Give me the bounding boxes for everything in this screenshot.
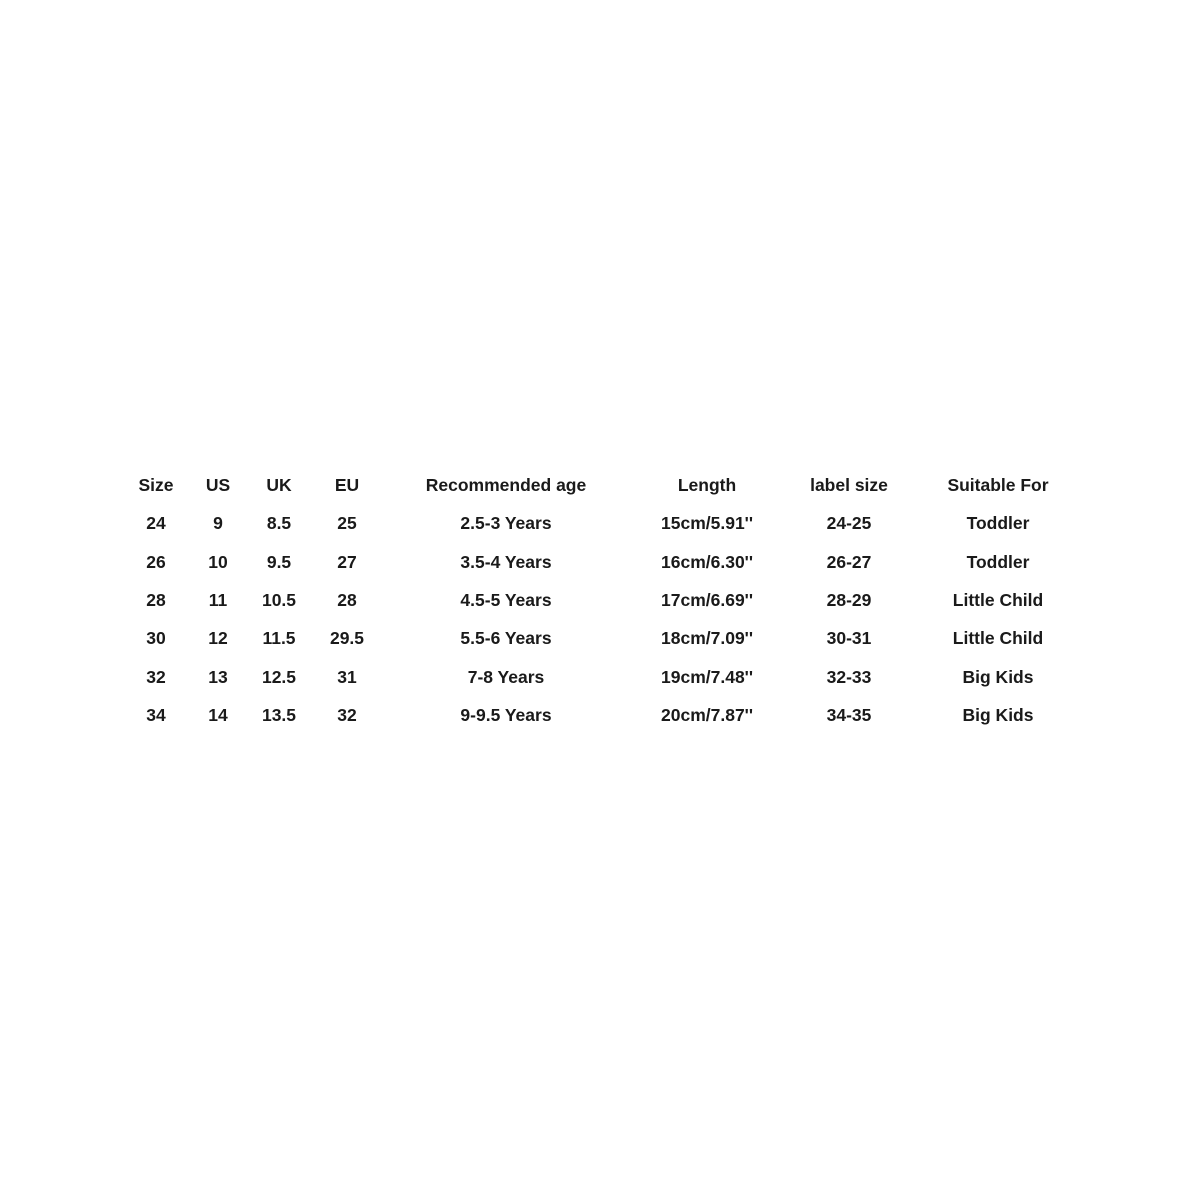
table-row: [0, 658, 1200, 696]
cell-label-size: 32-33: [826, 666, 872, 687]
cell-us: 9: [213, 513, 223, 534]
cell-eu: 29.5: [329, 628, 365, 649]
cell-length: 19cm/7.48'': [660, 666, 754, 687]
cell-us: 11: [208, 589, 228, 610]
cell-uk: 13.5: [261, 704, 297, 725]
header-cell-label-size: label size: [810, 475, 888, 495]
cell-label-size: 26-27: [826, 551, 872, 572]
cell-length: 20cm/7.87'': [660, 704, 754, 725]
cell-recommended-age: 7-8 Years: [467, 666, 545, 687]
cell-suitable-for: Toddler: [966, 551, 1030, 572]
cell-size: 24: [146, 513, 166, 534]
cell-label-size: 30-31: [826, 628, 872, 649]
cell-eu: 28: [337, 589, 357, 610]
cell-us: 12: [208, 628, 228, 649]
cell-label-size: 28-29: [826, 589, 872, 610]
cell-recommended-age: 9-9.5 Years: [460, 704, 552, 725]
cell-length: 18cm/7.09'': [660, 628, 754, 649]
header-cell-size: Size: [138, 475, 174, 495]
cell-uk: 12.5: [261, 666, 297, 687]
cell-suitable-for: Big Kids: [962, 704, 1034, 725]
cell-recommended-age: 4.5-5 Years: [460, 589, 552, 610]
table-header-row: [0, 466, 1200, 504]
cell-suitable-for: Toddler: [966, 513, 1030, 534]
cell-uk: 8.5: [266, 513, 292, 534]
cell-suitable-for: Little Child: [952, 628, 1044, 649]
cell-size: 26: [146, 551, 166, 572]
cell-size: 28: [146, 589, 166, 610]
cell-length: 16cm/6.30'': [660, 551, 754, 572]
cell-eu: 25: [337, 513, 357, 534]
cell-suitable-for: Big Kids: [962, 666, 1034, 687]
cell-size: 32: [146, 666, 166, 687]
cell-size: 30: [146, 628, 166, 649]
cell-eu: 27: [337, 551, 357, 572]
cell-eu: 31: [337, 666, 357, 687]
cell-label-size: 34-35: [826, 704, 872, 725]
cell-uk: 10.5: [261, 589, 297, 610]
cell-recommended-age: 2.5-3 Years: [460, 513, 552, 534]
cell-size: 34: [146, 704, 166, 725]
table-row: [0, 619, 1200, 657]
header-cell-length: Length: [677, 475, 737, 495]
table-row: [0, 504, 1200, 542]
cell-length: 15cm/5.91'': [660, 513, 754, 534]
header-cell-eu: EU: [334, 475, 360, 495]
cell-us: 10: [208, 551, 228, 572]
header-cell-us: US: [205, 475, 231, 495]
cell-us: 14: [208, 704, 228, 725]
table-row: [0, 696, 1200, 734]
table-row: [0, 543, 1200, 581]
cell-eu: 32: [337, 704, 357, 725]
cell-us: 13: [208, 666, 228, 687]
cell-recommended-age: 3.5-4 Years: [460, 551, 552, 572]
header-cell-uk: UK: [266, 475, 292, 495]
header-cell-suitable-for: Suitable For: [947, 475, 1049, 495]
cell-length: 17cm/6.69'': [660, 589, 754, 610]
cell-uk: 11.5: [262, 628, 296, 649]
cell-recommended-age: 5.5-6 Years: [460, 628, 552, 649]
cell-label-size: 24-25: [826, 513, 872, 534]
cell-suitable-for: Little Child: [952, 589, 1044, 610]
header-cell-recommended-age: Recommended age: [425, 475, 587, 495]
cell-uk: 9.5: [266, 551, 292, 572]
table-row: [0, 581, 1200, 619]
